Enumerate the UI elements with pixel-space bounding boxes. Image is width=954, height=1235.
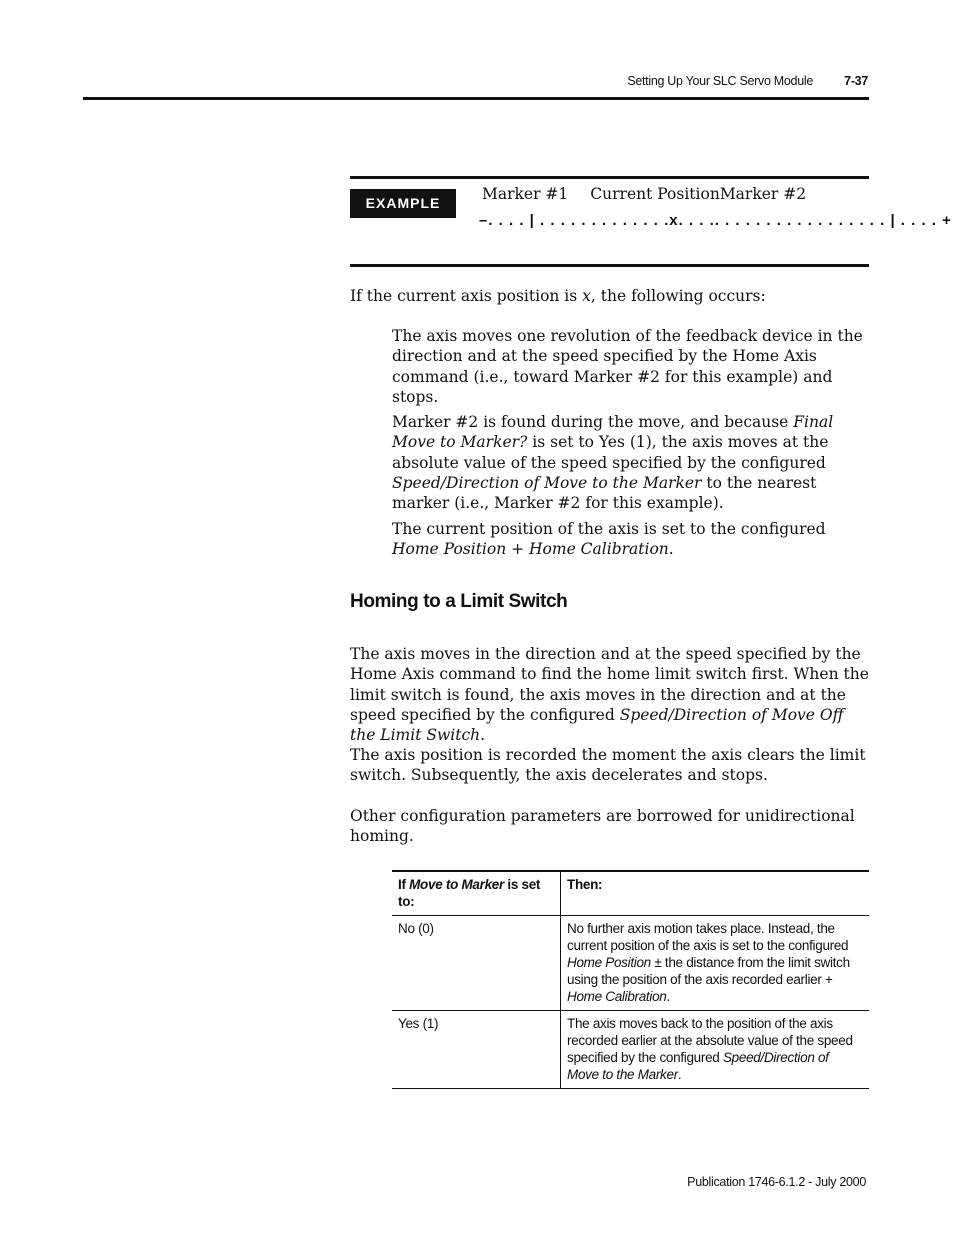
table-header-condition: If Move to Marker is set to:	[392, 871, 561, 916]
table-header-result: Then:	[567, 877, 603, 892]
table-cell-condition: Yes (1)	[392, 1011, 561, 1089]
limit-switch-paragraph-1: The axis moves in the direction and at the speed specified by the Home Axis command to find the home limit switch first. When the limit switch is found, the axis moves in the direction and at the speed specified by the configured Speed/Direction of Move Off the Limit Switch.	[350, 645, 869, 745]
example-badge: EXAMPLE	[350, 189, 456, 218]
move-to-marker-table	[392, 870, 869, 1089]
axis-position-line: –. . . . | . . . . . . . . . . . . .x. . . .. . . . . . . . . . . . . . . . . | . . . . +	[479, 212, 952, 229]
table-row	[392, 916, 869, 1011]
table-cell-result: The axis moves back to the position of the axis recorded earlier at the absolute value of the speed specified by the configured Speed/Direction of Move to the Marker.	[567, 1016, 853, 1082]
table-row	[392, 1011, 869, 1089]
marker1-label: Marker #1	[482, 185, 569, 203]
current-position-label: Current Position	[590, 185, 720, 203]
steps-block	[392, 326, 870, 564]
marker-labels	[482, 185, 806, 203]
step-1: The axis moves one revolution of the feedback device in the direction and at the speed specified by the Home Axis command (i.e., toward Marker #2 for this example) and stops.	[392, 327, 863, 406]
running-header	[627, 74, 868, 88]
step-2: Marker #2 is found during the move, and because Final Move to Marker? is set to Yes (1), the axis moves at the absolute value of the speed specified by the configured Speed/Direction of Move to the Marker to the nearest marker (i.e., Marker #2 for this example).	[392, 413, 834, 513]
section-heading: Homing to a Limit Switch	[350, 591, 568, 612]
intro-paragraph: If the current axis position is x, the following occurs:	[350, 287, 766, 305]
header-title: Setting Up Your SLC Servo Module	[627, 74, 813, 88]
limit-switch-paragraph-2: The axis position is recorded the moment the axis clears the limit switch. Subsequently, the axis decelerates and stops.	[350, 746, 866, 785]
example-bottom-rule	[350, 264, 869, 267]
limit-switch-paragraph-3: Other configuration parameters are borrowed for unidirectional homing.	[350, 807, 855, 846]
marker2-label: Marker #2	[719, 185, 807, 203]
table-header-row	[392, 871, 869, 916]
step-3: The current position of the axis is set to the configured Home Position + Home Calibration.	[392, 519, 826, 558]
page-number: 7-37	[844, 74, 868, 88]
publication-footer: Publication 1746-6.1.2 - July 2000	[687, 1175, 866, 1189]
header-rule	[83, 97, 869, 100]
table-cell-result: No further axis motion takes place. Instead, the current position of the axis is set to the configured Home Position ± the distance from the limit switch using the position of the axis recorded earlier + Home Calibration.	[567, 921, 850, 1004]
example-top-rule	[350, 176, 869, 179]
table-cell-condition: No (0)	[392, 916, 561, 1011]
